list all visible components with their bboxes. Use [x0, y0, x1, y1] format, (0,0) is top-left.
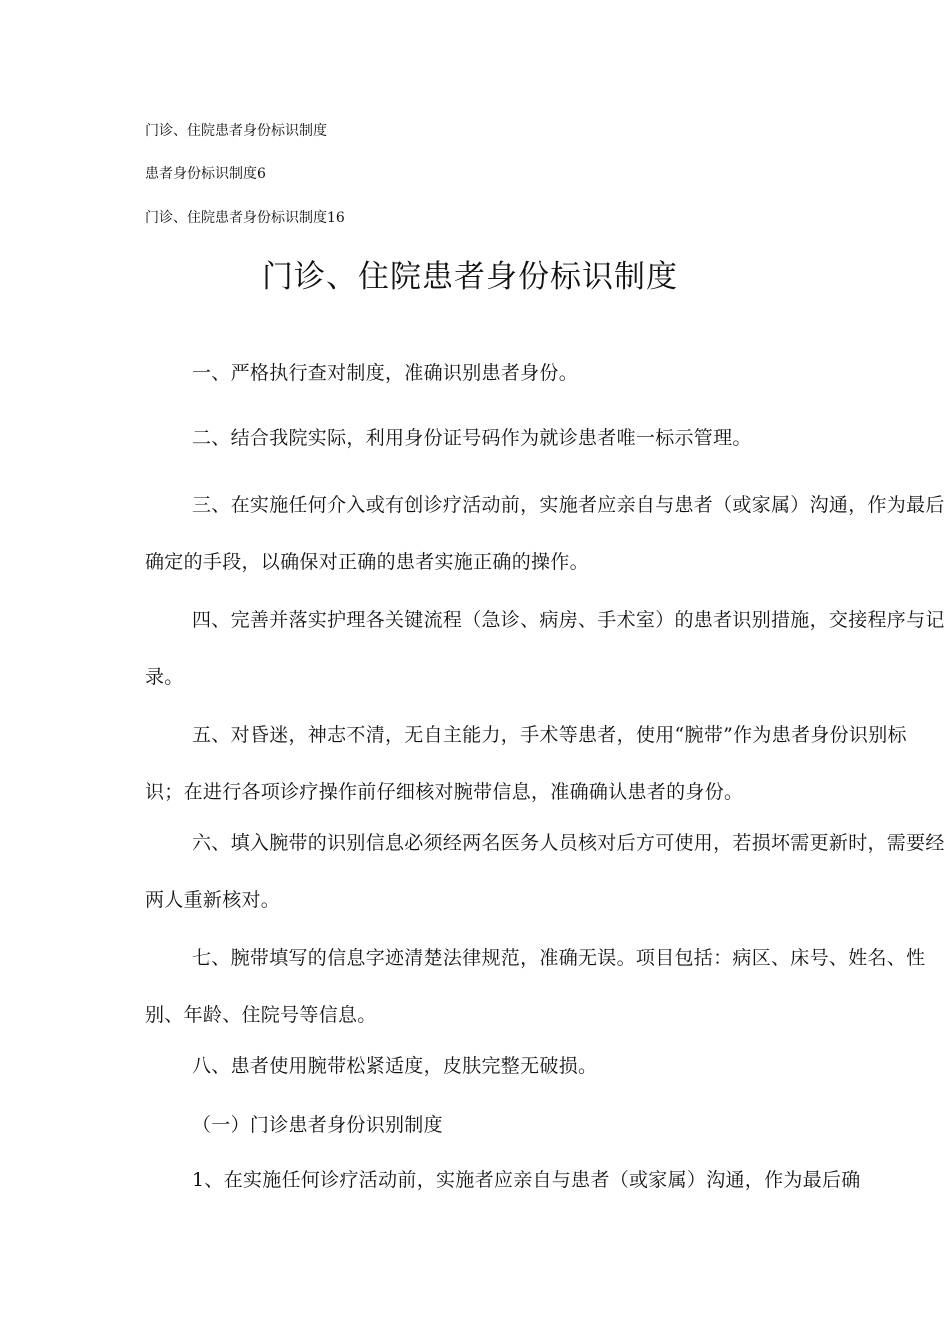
document-title: 门诊、住院患者身份标识制度 — [262, 259, 678, 295]
paragraph-1: 一、严格执行查对制度，准确识别患者身份。 — [192, 362, 579, 384]
paragraph-10: 1、在实施任何诊疗活动前，实施者应亲自与患者（或家属）沟通，作为最后确 — [192, 1169, 861, 1191]
paragraph-2: 二、结合我院实际，利用身份证号码作为就诊患者唯一标示管理。 — [192, 427, 752, 449]
paragraph-7: 七、腕带填写的信息字迹清楚法律规范，准确无误。项目包括：病区、床号、姓名、性别、年龄、住院号等信息。 — [145, 947, 926, 1026]
toc-entry: 患者身份标识制度6 — [145, 166, 266, 182]
paragraph-6: 六、填入腕带的识别信息必须经两名医务人员核对后方可使用，若损坏需更新时，需要经两人重新核对。 — [145, 832, 945, 911]
toc-entry: 门诊、住院患者身份标识制度16 — [145, 210, 345, 226]
paragraph-8: 八、患者使用腕带松紧适度，皮肤完整无破损。 — [192, 1055, 598, 1077]
paragraph-3: 三、在实施任何介入或有创诊疗活动前，实施者应亲自与患者（或家属）沟通，作为最后确定的手段，以确保对正确的患者实施正确的操作。 — [145, 494, 945, 573]
toc-entry: 门诊、住院患者身份标识制度 — [145, 123, 327, 139]
paragraph-4: 四、完善并落实护理各关键流程（急诊、病房、手术室）的患者识别措施，交接程序与记录。 — [145, 609, 945, 688]
section-heading-outpatient: （一）门诊患者身份识别制度 — [192, 1114, 443, 1136]
paragraph-5: 五、对昏迷，神志不清，无自主能力，手术等患者，使用“腕带”作为患者身份识别标识；在进行各项诊疗操作前仔细核对腕带信息，准确确认患者的身份。 — [145, 724, 907, 803]
